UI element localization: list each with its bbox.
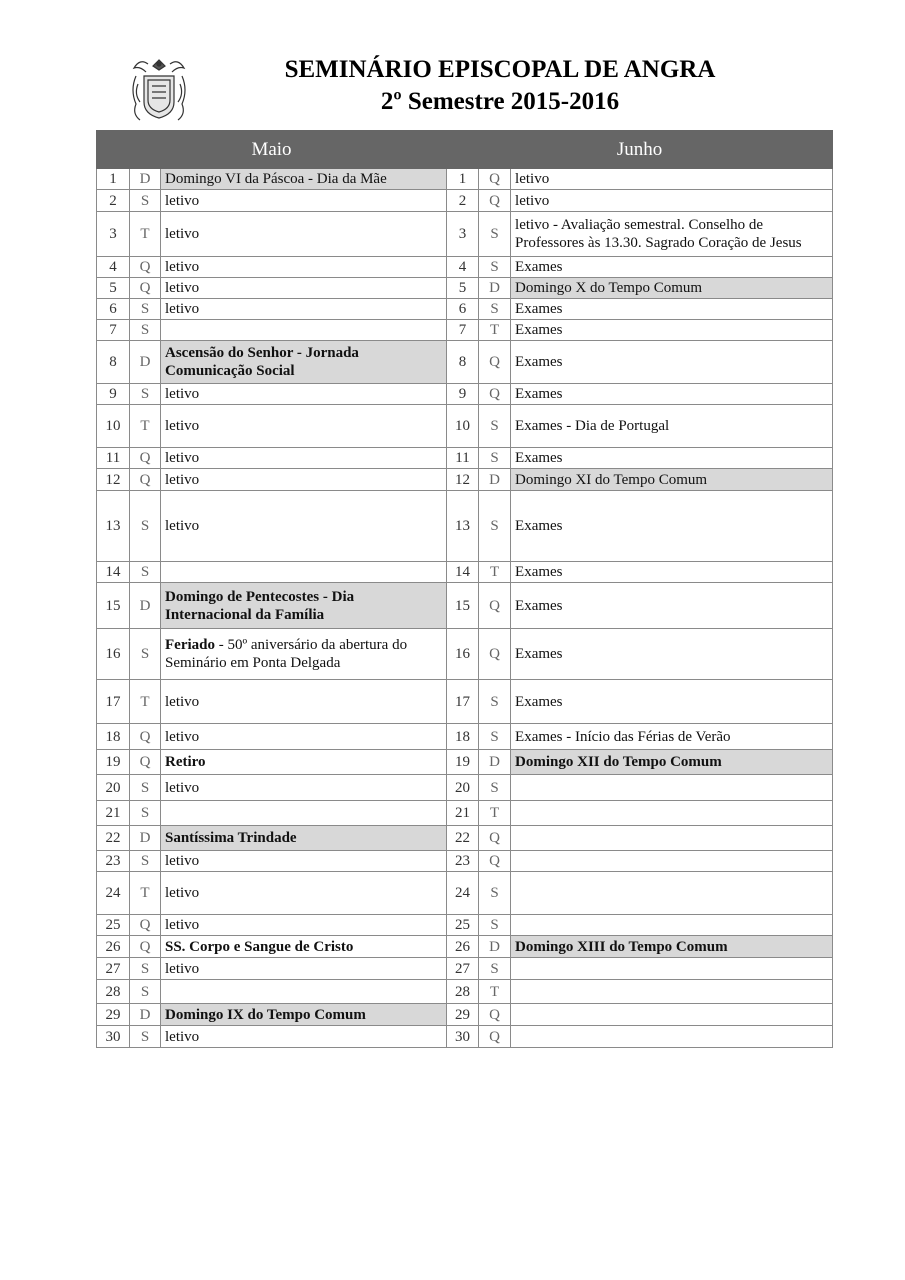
maio-weekday: S [130,491,161,562]
table-row [97,405,833,448]
junho-weekday: D [479,750,511,775]
maio-day-number: 21 [97,801,130,826]
table-row [97,278,833,299]
junho-weekday: Q [479,826,511,851]
junho-event: Exames [511,341,833,384]
table-row [97,750,833,775]
maio-day-number: 28 [97,980,130,1004]
calendar-table [96,130,833,1048]
maio-event: letivo [161,724,447,750]
maio-day-number: 7 [97,320,130,341]
table-row [97,958,833,980]
junho-event: Exames [511,448,833,469]
table-row [97,980,833,1004]
maio-day-number: 5 [97,278,130,299]
maio-event: letivo [161,915,447,936]
table-row [97,936,833,958]
maio-weekday: D [130,583,161,629]
table-row [97,801,833,826]
junho-day-number: 30 [447,1026,479,1048]
junho-day-number: 25 [447,915,479,936]
table-row [97,448,833,469]
maio-event: Domingo VI da Páscoa - Dia da Mãe [161,169,447,190]
table-row [97,212,833,257]
junho-weekday: S [479,958,511,980]
junho-event: Exames - Dia de Portugal [511,405,833,448]
maio-event: letivo [161,190,447,212]
junho-weekday: S [479,775,511,801]
page-title: SEMINÁRIO EPISCOPAL DE ANGRA [284,56,716,83]
maio-event: letivo [161,1026,447,1048]
junho-event: letivo [511,169,833,190]
junho-day-number: 20 [447,775,479,801]
maio-event-bold: Feriado [165,637,215,653]
maio-weekday: S [130,851,161,872]
junho-event [511,1004,833,1026]
maio-weekday: Q [130,257,161,278]
maio-day-number: 2 [97,190,130,212]
junho-event: Exames [511,257,833,278]
table-row [97,491,833,562]
maio-event: Santíssima Trindade [161,826,447,851]
maio-day-number: 9 [97,384,130,405]
maio-event: letivo [161,958,447,980]
maio-event: letivo [161,384,447,405]
month-header-maio: Maio [97,131,447,169]
maio-weekday: S [130,190,161,212]
junho-weekday: S [479,405,511,448]
junho-day-number: 29 [447,1004,479,1026]
maio-weekday: D [130,1004,161,1026]
junho-event: letivo [511,190,833,212]
maio-day-number: 10 [97,405,130,448]
maio-weekday: S [130,980,161,1004]
maio-event: letivo [161,491,447,562]
junho-event: Exames [511,320,833,341]
table-row [97,341,833,384]
table-row [97,1026,833,1048]
maio-day-number: 22 [97,826,130,851]
junho-weekday: Q [479,190,511,212]
maio-event: letivo [161,448,447,469]
junho-weekday: T [479,562,511,583]
junho-event: Domingo XIII do Tempo Comum [511,936,833,958]
junho-weekday: Q [479,583,511,629]
table-row [97,583,833,629]
maio-event: letivo [161,469,447,491]
maio-day-number: 12 [97,469,130,491]
junho-event [511,872,833,915]
page-subtitle: 2º Semestre 2015-2016 [380,88,620,115]
junho-weekday: S [479,491,511,562]
maio-weekday: S [130,299,161,320]
junho-weekday: S [479,724,511,750]
junho-day-number: 21 [447,801,479,826]
maio-day-number: 19 [97,750,130,775]
junho-event: Exames [511,299,833,320]
maio-day-number: 14 [97,562,130,583]
maio-day-number: 27 [97,958,130,980]
junho-event: Domingo X do Tempo Comum [511,278,833,299]
table-row [97,384,833,405]
junho-event: Exames [511,583,833,629]
maio-weekday: Q [130,936,161,958]
table-row [97,851,833,872]
maio-event: letivo [161,299,447,320]
maio-weekday: Q [130,915,161,936]
junho-day-number: 8 [447,341,479,384]
maio-day-number: 17 [97,680,130,724]
junho-event [511,826,833,851]
maio-event [161,980,447,1004]
junho-event: Exames - Início das Férias de Verão [511,724,833,750]
maio-weekday: D [130,169,161,190]
table-row [97,562,833,583]
maio-day-number: 20 [97,775,130,801]
maio-weekday: D [130,341,161,384]
maio-weekday: T [130,872,161,915]
junho-day-number: 13 [447,491,479,562]
junho-event [511,1026,833,1048]
junho-event [511,801,833,826]
maio-day-number: 24 [97,872,130,915]
maio-weekday: S [130,320,161,341]
maio-event: SS. Corpo e Sangue de Cristo [161,936,447,958]
table-row [97,299,833,320]
junho-day-number: 11 [447,448,479,469]
maio-day-number: 4 [97,257,130,278]
junho-weekday: Q [479,1026,511,1048]
maio-event: letivo [161,405,447,448]
maio-day-number: 6 [97,299,130,320]
table-row [97,1004,833,1026]
junho-weekday: T [479,320,511,341]
maio-day-number: 23 [97,851,130,872]
junho-weekday: S [479,680,511,724]
maio-event: Domingo IX do Tempo Comum [161,1004,447,1026]
maio-event: letivo [161,851,447,872]
maio-day-number: 18 [97,724,130,750]
junho-event [511,915,833,936]
maio-day-number: 13 [97,491,130,562]
maio-weekday: T [130,680,161,724]
junho-event: Exames [511,384,833,405]
junho-weekday: D [479,936,511,958]
junho-weekday: D [479,278,511,299]
junho-weekday: D [479,469,511,491]
maio-day-number: 11 [97,448,130,469]
junho-event: Exames [511,562,833,583]
junho-weekday: S [479,915,511,936]
maio-day-number: 26 [97,936,130,958]
junho-weekday: Q [479,169,511,190]
table-row [97,826,833,851]
junho-weekday: Q [479,341,511,384]
junho-day-number: 23 [447,851,479,872]
maio-event: letivo [161,872,447,915]
maio-weekday: S [130,562,161,583]
junho-day-number: 6 [447,299,479,320]
maio-event: letivo [161,775,447,801]
junho-weekday: S [479,448,511,469]
maio-weekday: S [130,801,161,826]
maio-weekday: T [130,212,161,257]
maio-weekday: S [130,958,161,980]
junho-weekday: S [479,872,511,915]
maio-weekday: Q [130,278,161,299]
junho-event: Exames [511,680,833,724]
maio-weekday: Q [130,724,161,750]
maio-weekday: Q [130,448,161,469]
junho-day-number: 2 [447,190,479,212]
junho-day-number: 26 [447,936,479,958]
maio-day-number: 30 [97,1026,130,1048]
junho-day-number: 27 [447,958,479,980]
maio-weekday: Q [130,750,161,775]
table-row [97,169,833,190]
junho-day-number: 16 [447,629,479,680]
junho-weekday: S [479,257,511,278]
junho-event: Domingo XI do Tempo Comum [511,469,833,491]
maio-event: Retiro [161,750,447,775]
maio-event [161,801,447,826]
junho-event: letivo - Avaliação semestral. Conselho de Professores às 13.30. Sagrado Coração de Jesus [511,212,833,257]
maio-weekday: T [130,405,161,448]
maio-weekday: Q [130,469,161,491]
junho-event [511,775,833,801]
junho-weekday: Q [479,384,511,405]
maio-day-number: 25 [97,915,130,936]
maio-event: letivo [161,278,447,299]
maio-event: Domingo de Pentecostes - Dia Internacional da Família [161,583,447,629]
maio-day-number: 16 [97,629,130,680]
junho-day-number: 9 [447,384,479,405]
maio-event-text: - 50º aniversário da abertura do Seminário em Ponta Delgada [165,637,408,671]
maio-weekday: S [130,384,161,405]
junho-day-number: 15 [447,583,479,629]
junho-day-number: 1 [447,169,479,190]
maio-weekday: S [130,629,161,680]
maio-weekday: S [130,1026,161,1048]
junho-day-number: 10 [447,405,479,448]
junho-day-number: 4 [447,257,479,278]
junho-weekday: Q [479,1004,511,1026]
junho-day-number: 5 [447,278,479,299]
junho-event: Exames [511,629,833,680]
junho-day-number: 28 [447,980,479,1004]
table-row [97,724,833,750]
maio-event [161,629,447,680]
junho-day-number: 19 [447,750,479,775]
maio-day-number: 8 [97,341,130,384]
junho-weekday: S [479,299,511,320]
table-row [97,872,833,915]
month-header-junho: Junho [447,131,833,169]
junho-day-number: 24 [447,872,479,915]
maio-day-number: 1 [97,169,130,190]
junho-weekday: T [479,801,511,826]
seminary-crest-logo [126,54,192,124]
table-row [97,257,833,278]
junho-weekday: Q [479,629,511,680]
maio-event: letivo [161,680,447,724]
maio-event [161,320,447,341]
junho-event: Exames [511,491,833,562]
maio-event: letivo [161,212,447,257]
junho-day-number: 7 [447,320,479,341]
junho-day-number: 18 [447,724,479,750]
maio-event [161,562,447,583]
maio-day-number: 29 [97,1004,130,1026]
maio-day-number: 3 [97,212,130,257]
junho-day-number: 3 [447,212,479,257]
maio-event: letivo [161,257,447,278]
junho-event [511,851,833,872]
table-row [97,629,833,680]
junho-weekday: T [479,980,511,1004]
table-row [97,775,833,801]
table-row [97,680,833,724]
junho-weekday: Q [479,851,511,872]
maio-event: Ascensão do Senhor - Jornada Comunicação Social [161,341,447,384]
junho-event [511,958,833,980]
junho-day-number: 17 [447,680,479,724]
maio-weekday: D [130,826,161,851]
maio-day-number: 15 [97,583,130,629]
junho-day-number: 22 [447,826,479,851]
junho-event: Domingo XII do Tempo Comum [511,750,833,775]
maio-weekday: S [130,775,161,801]
table-row [97,190,833,212]
month-header-row [97,131,833,169]
table-row [97,320,833,341]
junho-event [511,980,833,1004]
table-row [97,915,833,936]
junho-day-number: 12 [447,469,479,491]
table-row [97,469,833,491]
junho-weekday: S [479,212,511,257]
junho-day-number: 14 [447,562,479,583]
